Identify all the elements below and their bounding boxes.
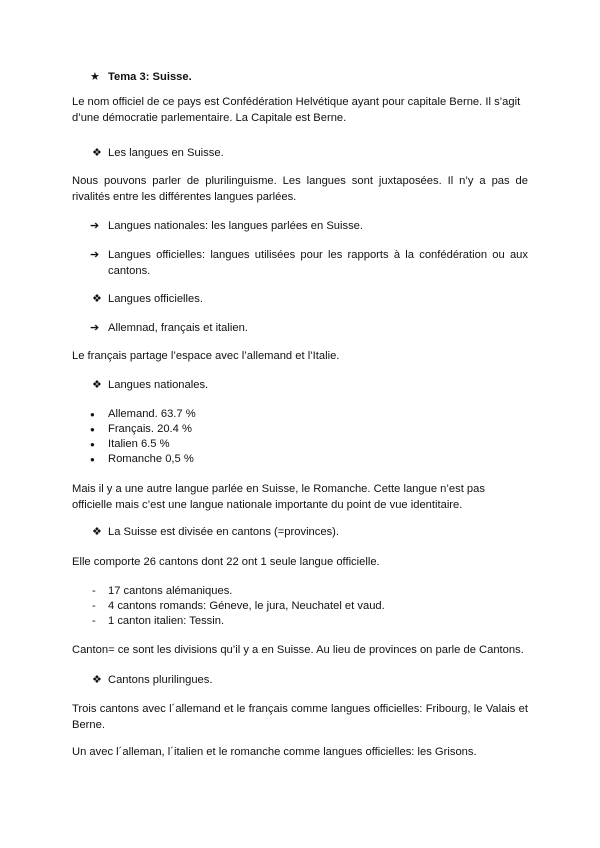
page-title: Tema 3: Suisse. [108, 71, 192, 83]
arrow-item-allemand-francais-italien: Allemnad, français et italien. [108, 322, 248, 334]
arrow-bullet-icon: ➔ [90, 220, 100, 232]
list-item: 17 cantons alémaniques. [108, 585, 233, 597]
dot-bullet-icon: ● [90, 455, 95, 464]
diamond-bullet-icon: ❖ [92, 379, 103, 391]
paragraph-26-cantons: Elle comporte 26 cantons dont 22 ont 1 seule langue officielle. [72, 556, 380, 568]
section-heading-langues-officielles: Langues officielles. [108, 293, 203, 305]
dot-bullet-icon: ● [90, 425, 95, 434]
list-item: 1 canton italien: Tessin. [108, 615, 225, 627]
section-heading-cantons: La Suisse est divisée en cantons (=provinces). [108, 526, 340, 538]
list-item: Romanche 0,5 % [108, 453, 194, 465]
list-item: Italien 6.5 % [108, 438, 170, 450]
paragraph-canton-definition: Canton= ce sont les divisions qu’il y a en Suisse. Au lieu de provinces on parle de Cantons. [72, 644, 524, 656]
section-heading-langues-nationales: Langues nationales. [108, 379, 209, 391]
diamond-bullet-icon: ❖ [92, 147, 103, 159]
dot-bullet-icon: ● [90, 410, 95, 419]
list-item: 4 cantons romands: Géneve, le jura, Neuchatel et vaud. [108, 600, 385, 612]
dot-bullet-icon: ● [90, 440, 95, 449]
paragraph-romanche: Mais il y a une autre langue parlée en Suisse, le Romanche. Cette langue n’est pas officielle mais c’est une langue nationale importante du point de vue identitaire. [72, 483, 485, 511]
paragraph-plurilinguisme: Nous pouvons parler de plurilinguisme. Les langues sont juxtaposées. Il n’y a pas de rivalités entre les différentes langues parlées. [72, 175, 528, 203]
list-item: Français. 20.4 % [108, 423, 192, 435]
arrow-bullet-icon: ➔ [90, 249, 100, 261]
diamond-bullet-icon: ❖ [92, 526, 103, 538]
diamond-bullet-icon: ❖ [92, 293, 103, 305]
dash-bullet: - [92, 615, 96, 627]
paragraph-francais-espace: Le français partage l’espace avec l’allemand et l’Italie. [72, 350, 340, 362]
diamond-bullet-icon: ❖ [92, 674, 103, 686]
section-heading-cantons-plurilingues: Cantons plurilingues. [108, 674, 213, 686]
dash-bullet: - [92, 585, 96, 597]
paragraph-intro: Le nom officiel de ce pays est Confédération Helvétique ayant pour capitale Berne. Il s’agit d’une démocratie parlementaire. La Capitale est Berne. [72, 96, 521, 124]
arrow-item-langues-nationales: Langues nationales: les langues parlées en Suisse. [108, 220, 364, 232]
paragraph-trois-cantons: Trois cantons avec l´allemand et le français comme langues officielles: Fribourg, le Valais et Berne. [72, 703, 528, 731]
star-icon: ★ [90, 71, 101, 83]
section-heading-langues-suisse: Les langues en Suisse. [108, 147, 224, 159]
list-item: Allemand. 63.7 % [108, 408, 196, 420]
paragraph-grisons: Un avec l´alleman, l´italien et le romanche comme langues officielles: les Grisons. [72, 746, 477, 758]
dash-bullet: - [92, 600, 96, 612]
arrow-item-langues-officielles: Langues officielles: langues utilisées pour les rapports à la confédération ou aux cantons. [108, 249, 528, 277]
arrow-bullet-icon: ➔ [90, 322, 100, 334]
